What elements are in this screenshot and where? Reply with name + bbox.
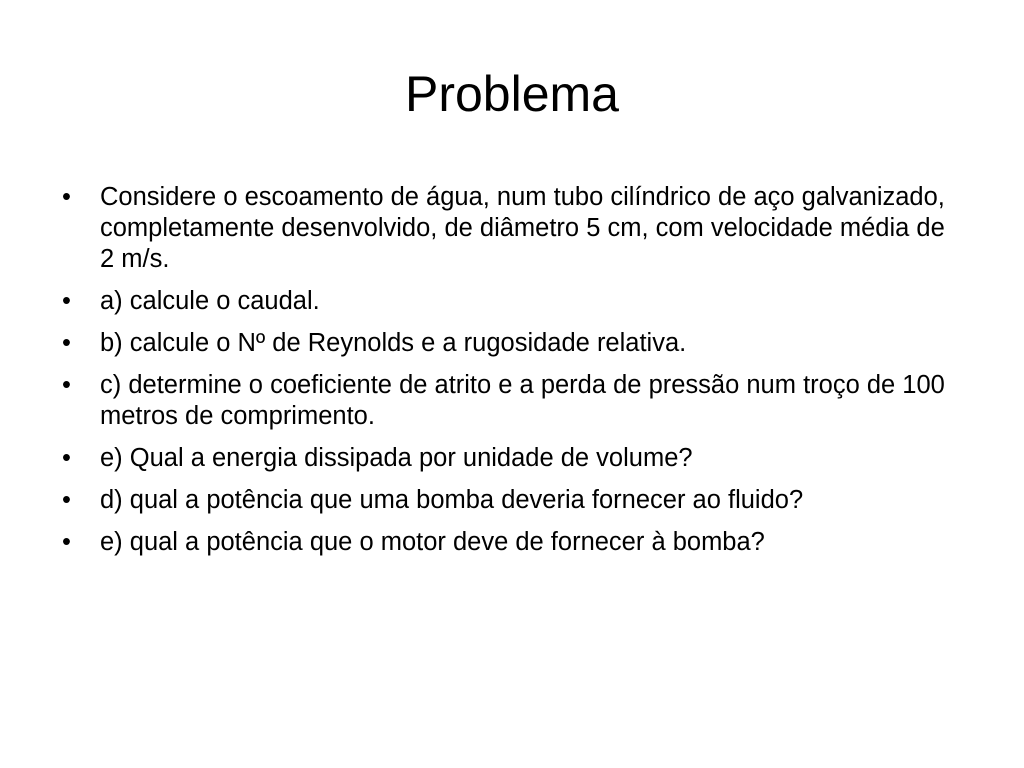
list-item (62, 527, 962, 558)
bullet-text: b) calcule o Nº de Reynolds e a rugosidade relativa. (100, 329, 687, 357)
bullet-text: Considere o escoamento de água, num tubo cilíndrico de aço galvanizado, completamente desenvolvido, de diâmetro 5 cm, com velocidade média de 2 m/s. (100, 183, 945, 273)
bullet-text: c) determine o coeficiente de atrito e a perda de pressão num troço de 100 metros de comprimento. (100, 371, 945, 430)
list-item (62, 328, 962, 359)
list-item (62, 485, 962, 516)
list-item (62, 182, 962, 275)
list-item (62, 286, 962, 317)
bullet-icon: • (62, 287, 71, 315)
bullet-icon: • (62, 444, 71, 472)
bullet-icon: • (62, 329, 71, 357)
bullet-icon: • (62, 183, 71, 211)
list-item (62, 443, 962, 474)
bullet-icon: • (62, 371, 71, 399)
bullet-text: e) qual a potência que o motor deve de fornecer à bomba? (100, 528, 765, 556)
bullet-text: e) Qual a energia dissipada por unidade de volume? (100, 444, 693, 472)
slide-title: Problema (405, 66, 619, 122)
list-item (62, 370, 962, 432)
bullet-text: a) calcule o caudal. (100, 287, 320, 315)
bullet-text: d) qual a potência que uma bomba deveria fornecer ao fluido? (100, 486, 804, 514)
bullet-icon: • (62, 486, 71, 514)
bullet-list (62, 182, 962, 569)
bullet-icon: • (62, 528, 71, 556)
